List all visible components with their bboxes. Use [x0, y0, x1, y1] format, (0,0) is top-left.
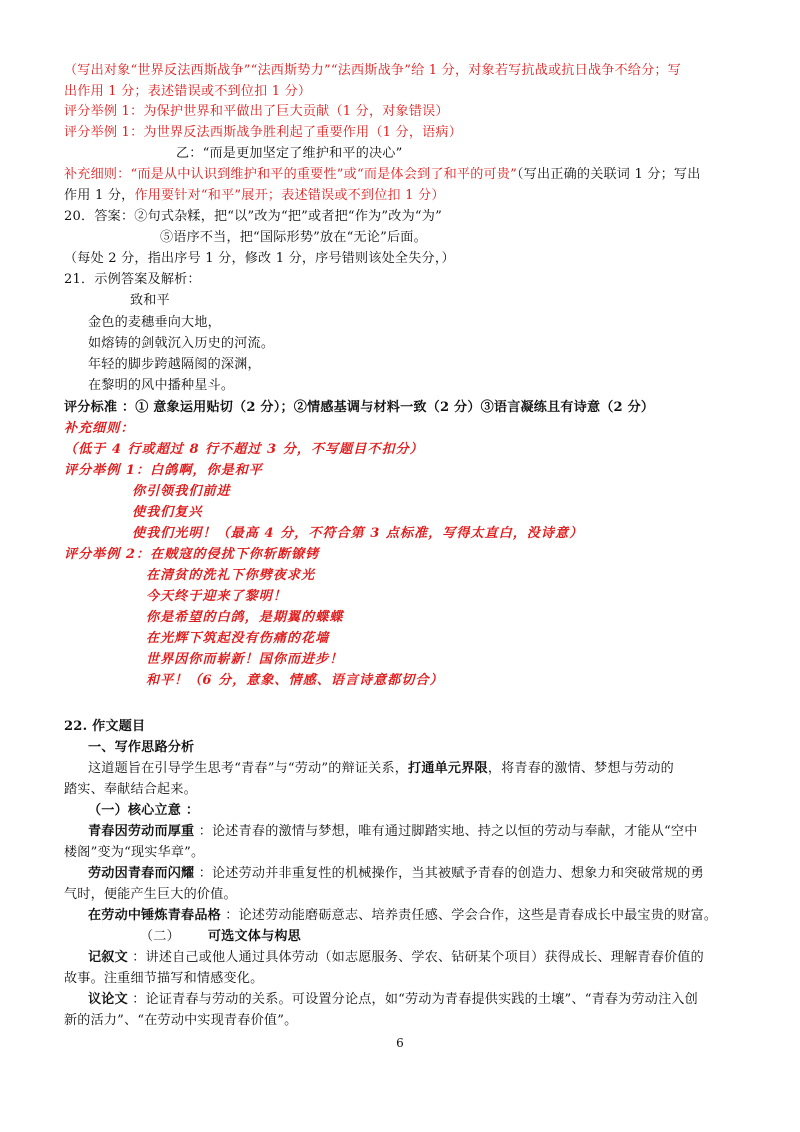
core-point-1-title: 青春因劳动而厚重 — [88, 824, 195, 839]
core-point-3 — [88, 905, 778, 926]
core-point-2 — [88, 863, 778, 884]
intro-text-b: ，将青春的激情、梦想与劳动的 — [487, 761, 674, 776]
poem-line: 如熔铸的剑戟沉入历史的河流。 — [88, 336, 275, 351]
core-point-2-text: ：论述劳动并非重复性的机械操作，当其被赋予青春的创造力、想象力和突破常规的勇 — [194, 866, 704, 881]
q21-example1-line: 你引领我们前进 — [132, 484, 231, 499]
q21-example1-line: 使我们光明！（最高 4 分，不符合第 3 点标准，写得太直白，没诗意） — [132, 526, 584, 541]
argument-text: ：论证青春与劳动的关系。可设置分论点，如“劳动为青春提供实践的土壤”、“青春为劳动注入创 — [127, 992, 698, 1007]
intro-text-a: 这道题旨在引导学生思考“青春”与“劳动”的辩证关系， — [88, 761, 409, 776]
page-number: 6 — [396, 1036, 404, 1050]
q21-example2-line: 评分举例 2：在贼寇的侵扰下你斩断镣铐 — [64, 547, 320, 562]
q20-line1: 20．答案：②句式杂糅，把“以”改为“把”或者把“作为”改为“为” — [64, 209, 442, 224]
q21-example2-line: 世界因你而崭新！国你而进步！ — [146, 652, 344, 667]
top-note-line2: 出作用 1 分；表述错误或不到位扣 1 分） — [64, 84, 312, 99]
section2-number: （二） — [140, 929, 180, 944]
core-point-1-line2: 楼阁”变为“现实华章”。 — [64, 845, 205, 860]
supplement-line2-black: 作用 1 分， — [64, 188, 135, 203]
genre-narrative-line2: 故事。注重细节描写和情感变化。 — [64, 971, 264, 986]
example-a2: 评分举例 1：为世界反法西斯战争胜利起了重要作用（1 分，语病） — [64, 125, 463, 140]
q21-example2-line: 在清贫的洗礼下你劈夜求光 — [146, 568, 316, 583]
q21-example2-line: 你是希望的白鸽，是期翼的蝶蝶 — [146, 610, 344, 625]
q22-section1: 一、写作思路分析 — [88, 740, 195, 755]
poem-line: 年轻的脚步跨越隔阂的深渊， — [88, 357, 261, 372]
core-point-1 — [88, 821, 778, 842]
core-point-3-title: 在劳动中锤炼青春品格 — [88, 908, 221, 923]
q21-heading: 21．示例答案及解析： — [64, 272, 201, 287]
q22-heading: 22. 作文题目 — [64, 719, 146, 734]
q22-intro-line1 — [88, 758, 778, 779]
poem-line: 金色的麦穗垂向大地， — [88, 315, 221, 330]
q21-example2-line: 和平！（6 分，意象、情感、语言诗意都切合） — [146, 673, 444, 688]
q21-criteria: 评分标准 ：① 意象运用贴切（2 分）；②情感基调与材料一致（2 分）③语言凝练且有诗意（2 分） — [64, 400, 655, 415]
q20-line2: ⑤语序不当，把“国际形势”放在“无论”后面。 — [160, 230, 427, 245]
q21-example1-line: 评分举例 1：白鸽啊，你是和平 — [64, 463, 263, 478]
genre-argument-line2: 新的活力”、“在劳动中实现青春价值”。 — [64, 1013, 298, 1028]
core-point-1-text: ：论述青春的激情与梦想，唯有通过脚踏实地、持之以恒的劳动与奉献，才能从“空中 — [194, 824, 698, 839]
supplement-red: 补充细则：“而是从中认识到维护和平的重要性”或“而是体会到了和平的可贵” — [64, 167, 517, 182]
q22-core-title: （一）核心立意 ： — [88, 803, 200, 818]
genre-argument — [88, 989, 778, 1010]
supplement-line2 — [64, 185, 754, 206]
section2-title: 可选文体与构思 — [207, 929, 301, 944]
supplement-line1 — [64, 164, 754, 185]
core-point-2-line2: 气时，便能产生巨大的价值。 — [64, 887, 237, 902]
poem-title: 致和平 — [130, 293, 170, 308]
q22-intro-line2: 踏实、奉献结合起来。 — [64, 782, 197, 797]
q21-supp-text: （低于 4 行或超过 8 行不超过 3 分，不写题目不扣分） — [64, 442, 424, 457]
answer-yi: 乙：“而是更加坚定了维护和平的决心” — [176, 146, 403, 161]
supplement-black: （写出正确的关联词 1 分；写出 — [516, 167, 701, 182]
q21-supp-title: 补充细则： — [64, 421, 135, 436]
narrative-title: 记叙文 — [88, 950, 128, 965]
supplement-line2-red: 作用要针对“和平”展开；表述错误或不到位扣 1 分） — [134, 188, 445, 203]
q21-example2-line: 在光辉下筑起没有伤痛的花墙 — [146, 631, 330, 646]
q20-line3: （每处 2 分，指出序号 1 分，修改 1 分，序号错则该处全失分，） — [64, 251, 455, 266]
top-note-line1: （写出对象“世界反法西斯战争”“法西斯势力”“法西斯战争”给 1 分，对象若写抗战或抗日战争不给分；写 — [64, 63, 681, 78]
genre-narrative — [88, 947, 778, 968]
argument-title: 议论文 — [88, 992, 128, 1007]
q21-example1-line: 使我们复兴 — [132, 505, 203, 520]
poem-line: 在黎明的风中播种星斗。 — [88, 378, 235, 393]
core-point-2-title: 劳动因青春而闪耀 — [88, 866, 195, 881]
narrative-text: ：讲述自己或他人通过具体劳动（如志愿服务、学农、钻研某个项目）获得成长、理解青春价值的 — [127, 950, 704, 965]
q22-section2 — [140, 926, 800, 947]
example-a1: 评分举例 1：为保护世界和平做出了巨大贡献（1 分，对象错误） — [64, 104, 449, 119]
q21-example2-line: 今天终于迎来了黎明！ — [146, 589, 287, 604]
intro-bold: 打通单元界限 — [408, 761, 488, 776]
core-point-3-text: ：论述劳动能磨砺意志、培养责任感、学会合作，这些是青春成长中最宝贵的财富。 — [220, 908, 718, 923]
